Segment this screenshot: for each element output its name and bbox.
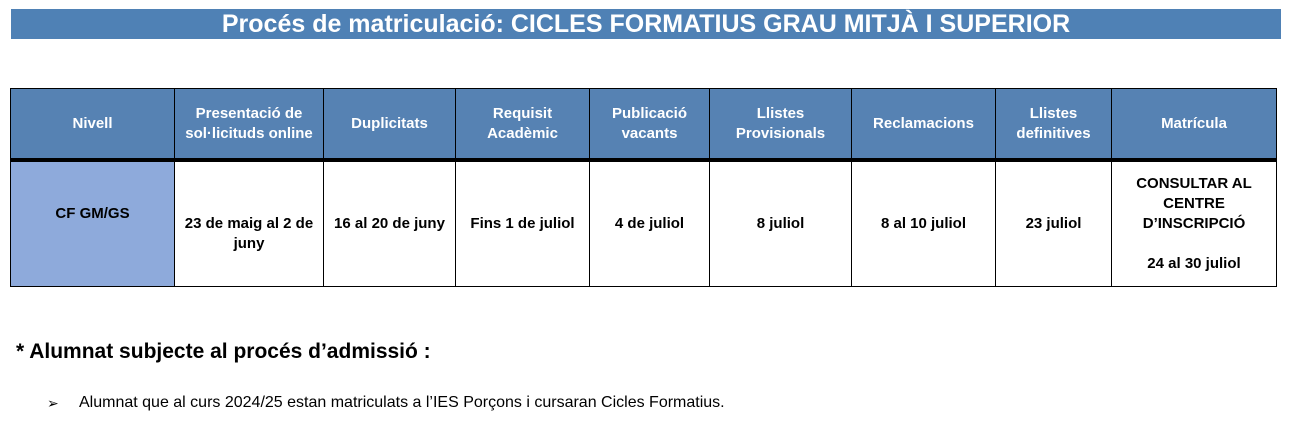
page-title: Procés de matriculació: CICLES FORMATIUS GRAU MITJÀ I SUPERIOR — [11, 9, 1281, 39]
list-item-text: Alumnat que al curs 2024/25 estan matriculats a l’IES Porçons i cursaran Cicles Formatius. — [79, 394, 725, 411]
header-reclamacions: Reclamacions — [852, 89, 996, 161]
table-header-row — [11, 89, 1277, 161]
cell-requisit — [456, 160, 590, 287]
admission-note-heading: * Alumnat subjecte al procés d’admissió : — [16, 340, 431, 363]
arrow-bullet-icon: ➢ — [47, 394, 59, 411]
list-item — [47, 394, 725, 412]
header-definitives: Llistes definitives — [996, 89, 1112, 161]
header-vacants: Publicació vacants — [590, 89, 710, 161]
nivell-value: CF GM/GS — [55, 205, 130, 222]
requisit-value: Fins 1 de juliol — [470, 215, 575, 232]
header-duplicitats: Duplicitats — [324, 89, 456, 161]
matricula-info: CONSULTAR AL CENTRE D’INSCRIPCIÓ — [1136, 175, 1252, 232]
spacer — [1114, 234, 1274, 254]
reclamacions-value: 8 al 10 juliol — [880, 215, 967, 232]
cell-definitives — [996, 160, 1112, 287]
header-nivell: Nivell — [11, 89, 175, 161]
vacants-value: 4 de juliol — [614, 215, 685, 232]
cell-presentacio — [175, 160, 324, 287]
cell-nivell — [11, 160, 175, 287]
presentacio-value: 23 de maig al 2 de juny — [184, 215, 314, 252]
cell-provisionals — [710, 160, 852, 287]
cell-vacants — [590, 160, 710, 287]
header-matricula: Matrícula — [1112, 89, 1277, 161]
header-provisionals: Llistes Provisionals — [710, 89, 852, 161]
table-row — [11, 160, 1277, 287]
cell-matricula — [1112, 160, 1277, 287]
header-presentacio: Presentació de sol·licituds online — [175, 89, 324, 161]
duplicitats-value: 16 al 20 de juny — [334, 215, 445, 232]
matricula-dates: 24 al 30 juliol — [1147, 255, 1241, 272]
cell-reclamacions — [852, 160, 996, 287]
enrollment-schedule-table — [10, 88, 1277, 287]
cell-duplicitats — [324, 160, 456, 287]
header-requisit: Requisit Acadèmic — [456, 89, 590, 161]
provisionals-value: 8 juliol — [756, 215, 805, 232]
definitives-value: 23 juliol — [1025, 215, 1082, 232]
